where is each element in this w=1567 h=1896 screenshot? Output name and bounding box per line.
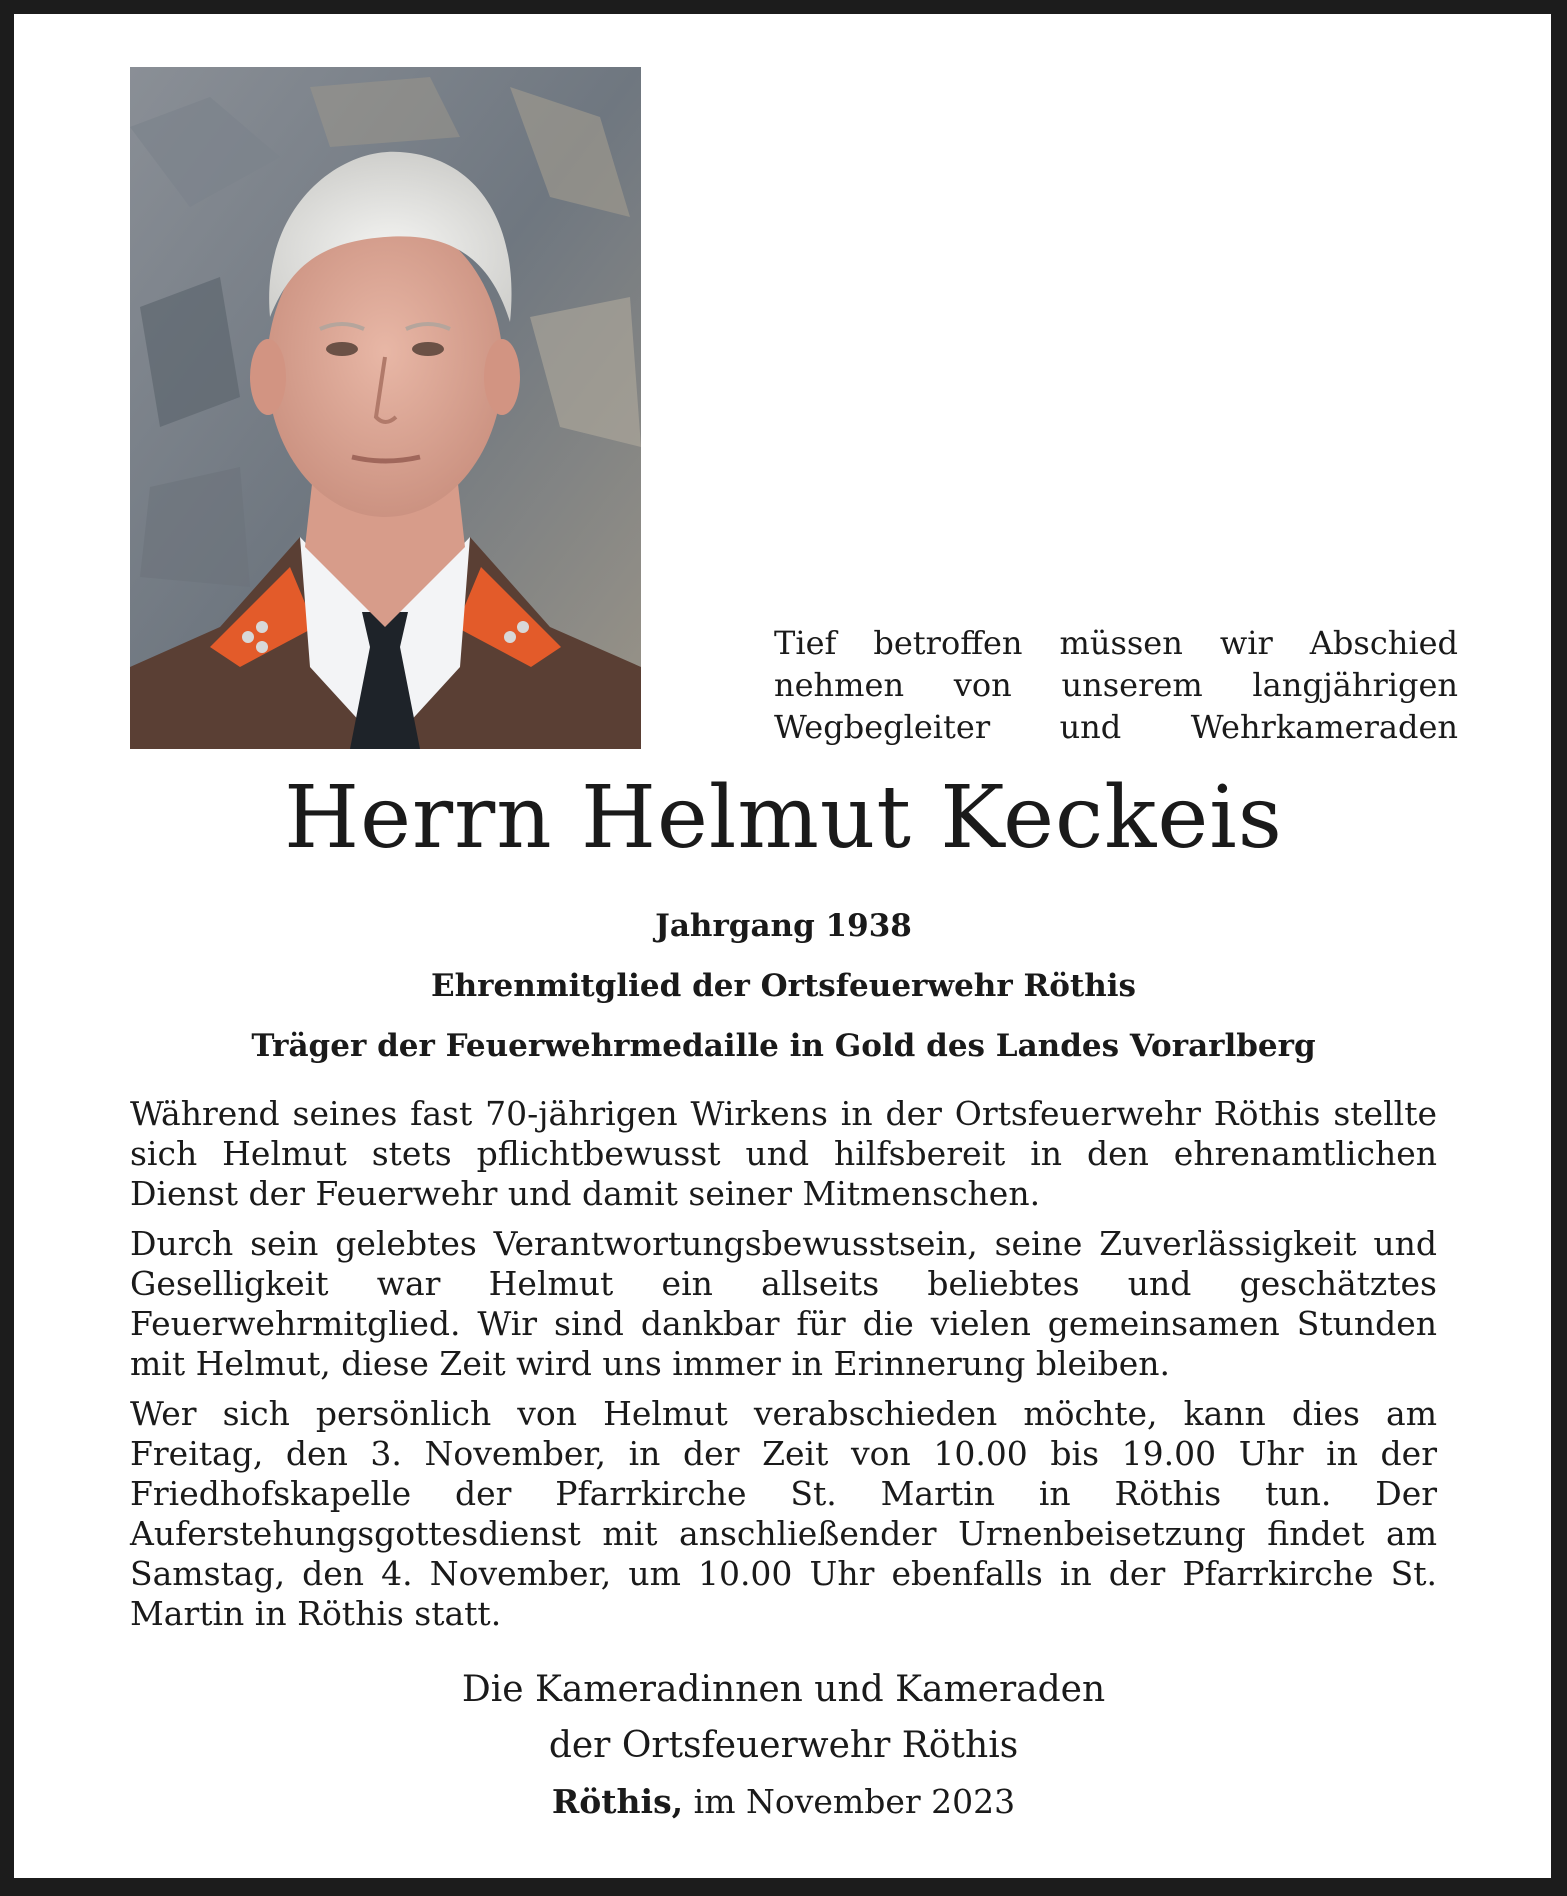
medal-award: Träger der Feuerwehrmedaille in Gold des Landes Vorarlberg — [251, 1028, 1316, 1064]
body-paragraph: Wer sich persönlich von Helmut verabschieden möchte, kann dies am Freitag, den 3. November, in der Zeit von 10.00 bis 19.00 Uhr in der Friedhofskapelle der Pfarrkirche St. Martin in Röthis tun. Der Auferstehungsgottesdienst mit anschließender Urnenbeisetzung findet am Samstag, den 4. November, um 10.00 Uhr ebenfalls in der Pfarrkirche St. Martin in Röthis statt. — [130, 1394, 1437, 1633]
deceased-name: Herrn Helmut Keckeis — [284, 768, 1283, 868]
intro-text — [774, 622, 1458, 748]
obituary-body — [130, 1094, 1437, 1644]
body-paragraph: Durch sein gelebtes Verantwortungsbewusstsein, seine Zuverlässigkeit und Geselligkeit war Helmut ein allseits beliebtes und geschätztes Feuerwehrmitglied. Wir sind dankbar für die vielen gemeinsamen Stunden mit Helmut, diese Zeit wird uns immer in Erinnerung bleiben. — [130, 1224, 1437, 1383]
signoff-line: der Ortsfeuerwehr Röthis — [548, 1725, 1019, 1766]
subtitles — [0, 896, 1567, 1076]
intro-line: Wegbegleiter und Wehrkameraden — [774, 708, 1458, 746]
signoff — [0, 1662, 1567, 1774]
intro-line: Tief betroffen müssen wir Abschied — [774, 624, 1458, 662]
intro-line: nehmen von unserem langjährigen — [774, 666, 1458, 704]
portrait-photo — [130, 67, 641, 749]
body-paragraph: Während seines fast 70-jährigen Wirkens in der Ortsfeuerwehr Röthis stellte sich Helmut stets pflichtbewusst und hilfsbereit in den ehrenamtlichen Dienst der Feuerwehr und damit seiner Mitmenschen. — [130, 1094, 1437, 1213]
place-town: Röthis, — [551, 1782, 684, 1821]
place-date — [0, 1782, 1567, 1822]
honorary-membership: Ehrenmitglied der Ortsfeuerwehr Röthis — [431, 968, 1136, 1004]
signoff-line: Die Kameradinnen und Kameraden — [461, 1669, 1106, 1710]
portrait-photo-icon — [130, 67, 641, 749]
birth-year: Jahrgang 1938 — [655, 908, 912, 944]
place-date-text: im November 2023 — [693, 1782, 1016, 1821]
